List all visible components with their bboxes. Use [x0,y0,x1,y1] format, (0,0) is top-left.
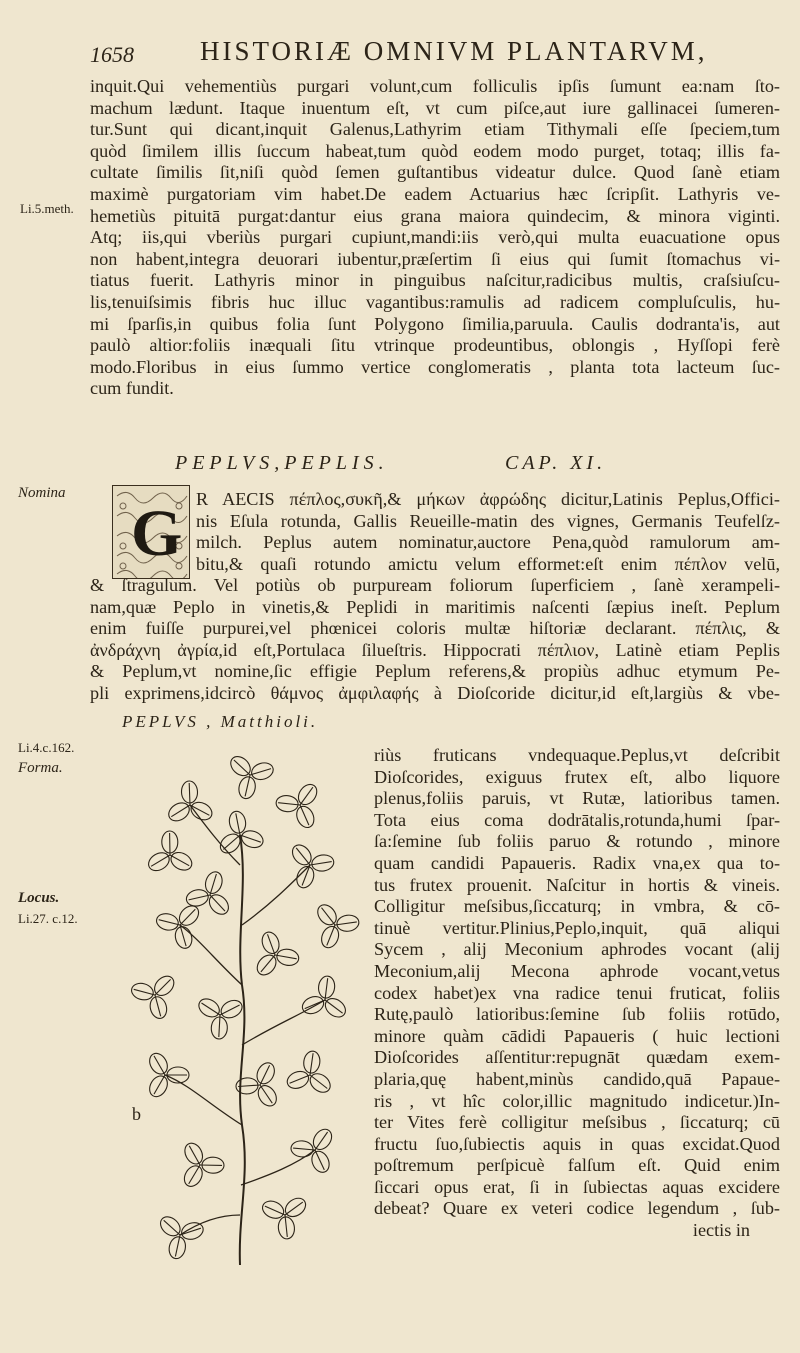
figure-caption: PEPLVS , Matthioli. [122,712,319,731]
text-line: mi ſparſis,in quibus folia ſunt Polygono ſimilia,paruula. Caulis dodranta'is, aut [90,313,780,334]
leaf-vein [134,989,155,995]
text-line: Colligitur meſsibus,ſiccaturq; in vmbra, & cō- [374,896,780,917]
margin-locus: Locus. [18,890,60,906]
text-line: & ſtragulum. Vel potiùs ob purpuream foliorum ſuperficiem , ſanè xerampeli- [90,575,780,595]
text-line: tiatus fuerit. Lathyris minor in pinguibus naſcitur,radicibus multis, craſsiuſcu- [90,270,780,291]
text-line: Sycem , alij Meconium aphrodes vocant (alij [374,939,780,960]
margin-reference: Li.4.c.162. [18,740,75,755]
leaf-vein [245,775,250,796]
text-line: Dioſcorides aſſentitur:repugnāt quædam exem- [374,1047,780,1068]
leaf-vein [159,920,180,925]
initial-letter: G [131,497,183,570]
page-header [90,36,780,72]
text-line: modo.Floribus in eius ſummo vertice conglomeratis , planta tota lacteum ſuc- [90,356,780,377]
text-line: R AECIS πέπλος,συκῆ,& μήκων ἀφρώδης dicitur,Latinis Peplus,Offici- [196,489,780,509]
text-line: nam,quæ Peplo in vinetis,& Peplidi in maritimis naſcenti ſæpius ineſt. Peplum [90,596,780,617]
margin-reference: Li.27. c.12. [18,911,78,926]
text-line: Tota eius coma dodrātalis,rotunda,humi ſpar- [374,809,780,830]
leaf-vein [325,978,328,1000]
text-line: bitu,& quaſi rotundo amictu velum efformet:eſt enim πέπλον velū, [196,553,780,574]
text-line: Dioſcorides, exiguus frutex eſt, albo liquore [374,766,780,787]
running-title: HISTORIÆ OMNIVM PLANTARVM, [200,36,708,66]
leaf-vein [155,995,161,1016]
text-line: poſtremum perſpicuè falſum eſt. Quid enim [374,1155,780,1176]
decorated-initial [112,485,190,579]
text-line: inquit.Qui vehementiùs purgari volunt,cum folliculis ipſis ſumunt ea:nam ſto- [90,76,780,96]
text-line: debeat? Quare ex veteri codice legendum , ſub- [374,1198,780,1219]
leaf-vein [335,922,357,925]
text-line: nis Eſula rotunda, Gallis Reueille-matin des vignes, Germanis Teufelſz- [196,510,780,531]
description-paragraph [90,575,780,705]
margin-reference: Li.5.meth. [20,201,74,216]
text-line: cultate ſimilis ſit,niſi quòd ſemen guſtantibus videatur dulce. Quod ſanè etiam [90,162,780,183]
leaf-vein [293,1148,315,1150]
top-paragraph [90,76,780,400]
text-line: maximè purgatoriam vim habet.De eadem Actuarius hæc ſcripſit. Lathyris ve- [90,183,780,204]
text-line: ris , vt hîc color,illic magnitudo indicetur.)In- [374,1090,780,1111]
leaf-vein [250,769,271,775]
text-line: cum fundit. [90,378,174,399]
text-line: ἀνδράχνη ἀγρία,id eſt,Portulaca ſilueſtris. Hippocrati πέπλιον, Latinè etiam Peplis [90,639,780,660]
chapter-title: PEPLVS,PEPLIS. [175,452,389,474]
plant-woodcut [110,745,376,1270]
leaf-vein [219,1015,220,1037]
text-line: minore quàm cādidi Papaueris ( huic lectioni [374,1025,780,1046]
leaf-vein [189,895,210,900]
leaf-vein [310,862,332,865]
figure-letter: b [132,1104,141,1124]
text-line: plenus,foliis paruis, vt Rutæ, latioribus tamen. [374,788,780,809]
text-line: codex habet)ex vna radice tenui fruticat, foliis [374,982,780,1003]
chapter-number: CAP. XI. [505,452,607,474]
text-line: & Peplum,vt nomine,ſic effigie Peplum referens,& propiùs adhuc etymum Pe- [90,661,780,682]
text-line: Rutę,paulò latioribus:ſemine ſub foliis rotūdo, [374,1004,780,1025]
text-line: tinuè vertitur.Plinius,Peplo,inquit, quā aliqui [374,917,780,938]
leaf-vein [275,955,297,959]
leaf-vein [175,1235,180,1257]
text-line: hemetiùs pituitā purgat:dantur eius grana maiora quindecim, & minora viginti. [90,205,780,226]
text-line: milch. Peplus autem nominatur,auctore Pena,quòd ramulorum am- [196,532,780,553]
leaf-vein [310,1053,313,1075]
leaf-vein [278,803,300,805]
leaf-vein [189,783,190,805]
right-column [374,745,780,1242]
text-line: enim fuiſſe purpurei,vel phœnicei coloris multæ hiſtoriæ declarant. πέπλις, & [90,618,780,639]
text-line: Atq; iis,qui vberiùs purgari cupiunt,mandi:iis verò,qui multa euacuatione opus [90,227,780,248]
text-line: plaria,quę habent,minùs candido,quā Papaue- [374,1068,780,1089]
leaf-vein [210,874,216,895]
text-line: ter Vites ferè colligitur meſsibus , ſiccaturq; cū [374,1112,780,1133]
text-line: machum lædunt. Itaque inuentum eſt, vt cum piſce,aut iure gallinacei ſumeren- [90,97,780,118]
page-number: 1658 [90,42,134,67]
text-line: riùs fruticans vndequaque.Peplus,vt deſcribit [374,745,780,765]
plant-illustration [110,745,376,1270]
leaf-vein [236,813,240,835]
leaf-vein [238,1085,260,1087]
text-line: iectis in [692,1220,750,1241]
text-line: paulò altior:foliis inæquali ſitu vtrinque prodeuntibus, oblongis , Hyſſopi ferè [90,335,780,356]
text-line: Meconium,alij Mecona aphrode vocant,vetus [374,960,780,981]
text-line: tus frutex prouenit. Naſcitur in hortis & vineis. [374,874,780,895]
text-line: fructu ſuo,ſubiectis aquis in quas excidat.Quod [374,1133,780,1154]
text-line: tur.Sunt qui dicant,inquit Galenus,Lathyrim etiam Tithymali eſſe ſpeciem,tum [90,119,780,140]
margin-forma: Forma. [18,760,63,776]
text-line: pli exprimens,idcircò θάμνος ἀμφιλαφής à Dioſcoride dicitur,id eſt,largiùs & vbe- [90,682,780,703]
leaf-vein [285,1215,287,1237]
text-line: lis,tenuiſsimis fibris huc illuc vagantibus:ramulis ad radicem compluſculis, hu- [90,291,780,312]
text-line: quam candidi Papaueris. Radix vna,ex qua to- [374,852,780,873]
text-line: ſiccari opus erat, ſi in ſubiectas aquas excidere [374,1176,780,1197]
nomina-paragraph [196,489,780,575]
text-line: quòd ſimilem illis ſuccum habeat,tum quòd eodem modo purget, totaq; illis fa- [90,140,780,161]
text-line: non habent,integra deuorari iubentur,præſertim ſi eius qui ſumit ſtomachus vi- [90,248,780,269]
text-line: ſa:ſemine ſub foliis paruo & rotundo , minore [374,831,780,852]
margin-nomina: Nomina [18,485,66,501]
